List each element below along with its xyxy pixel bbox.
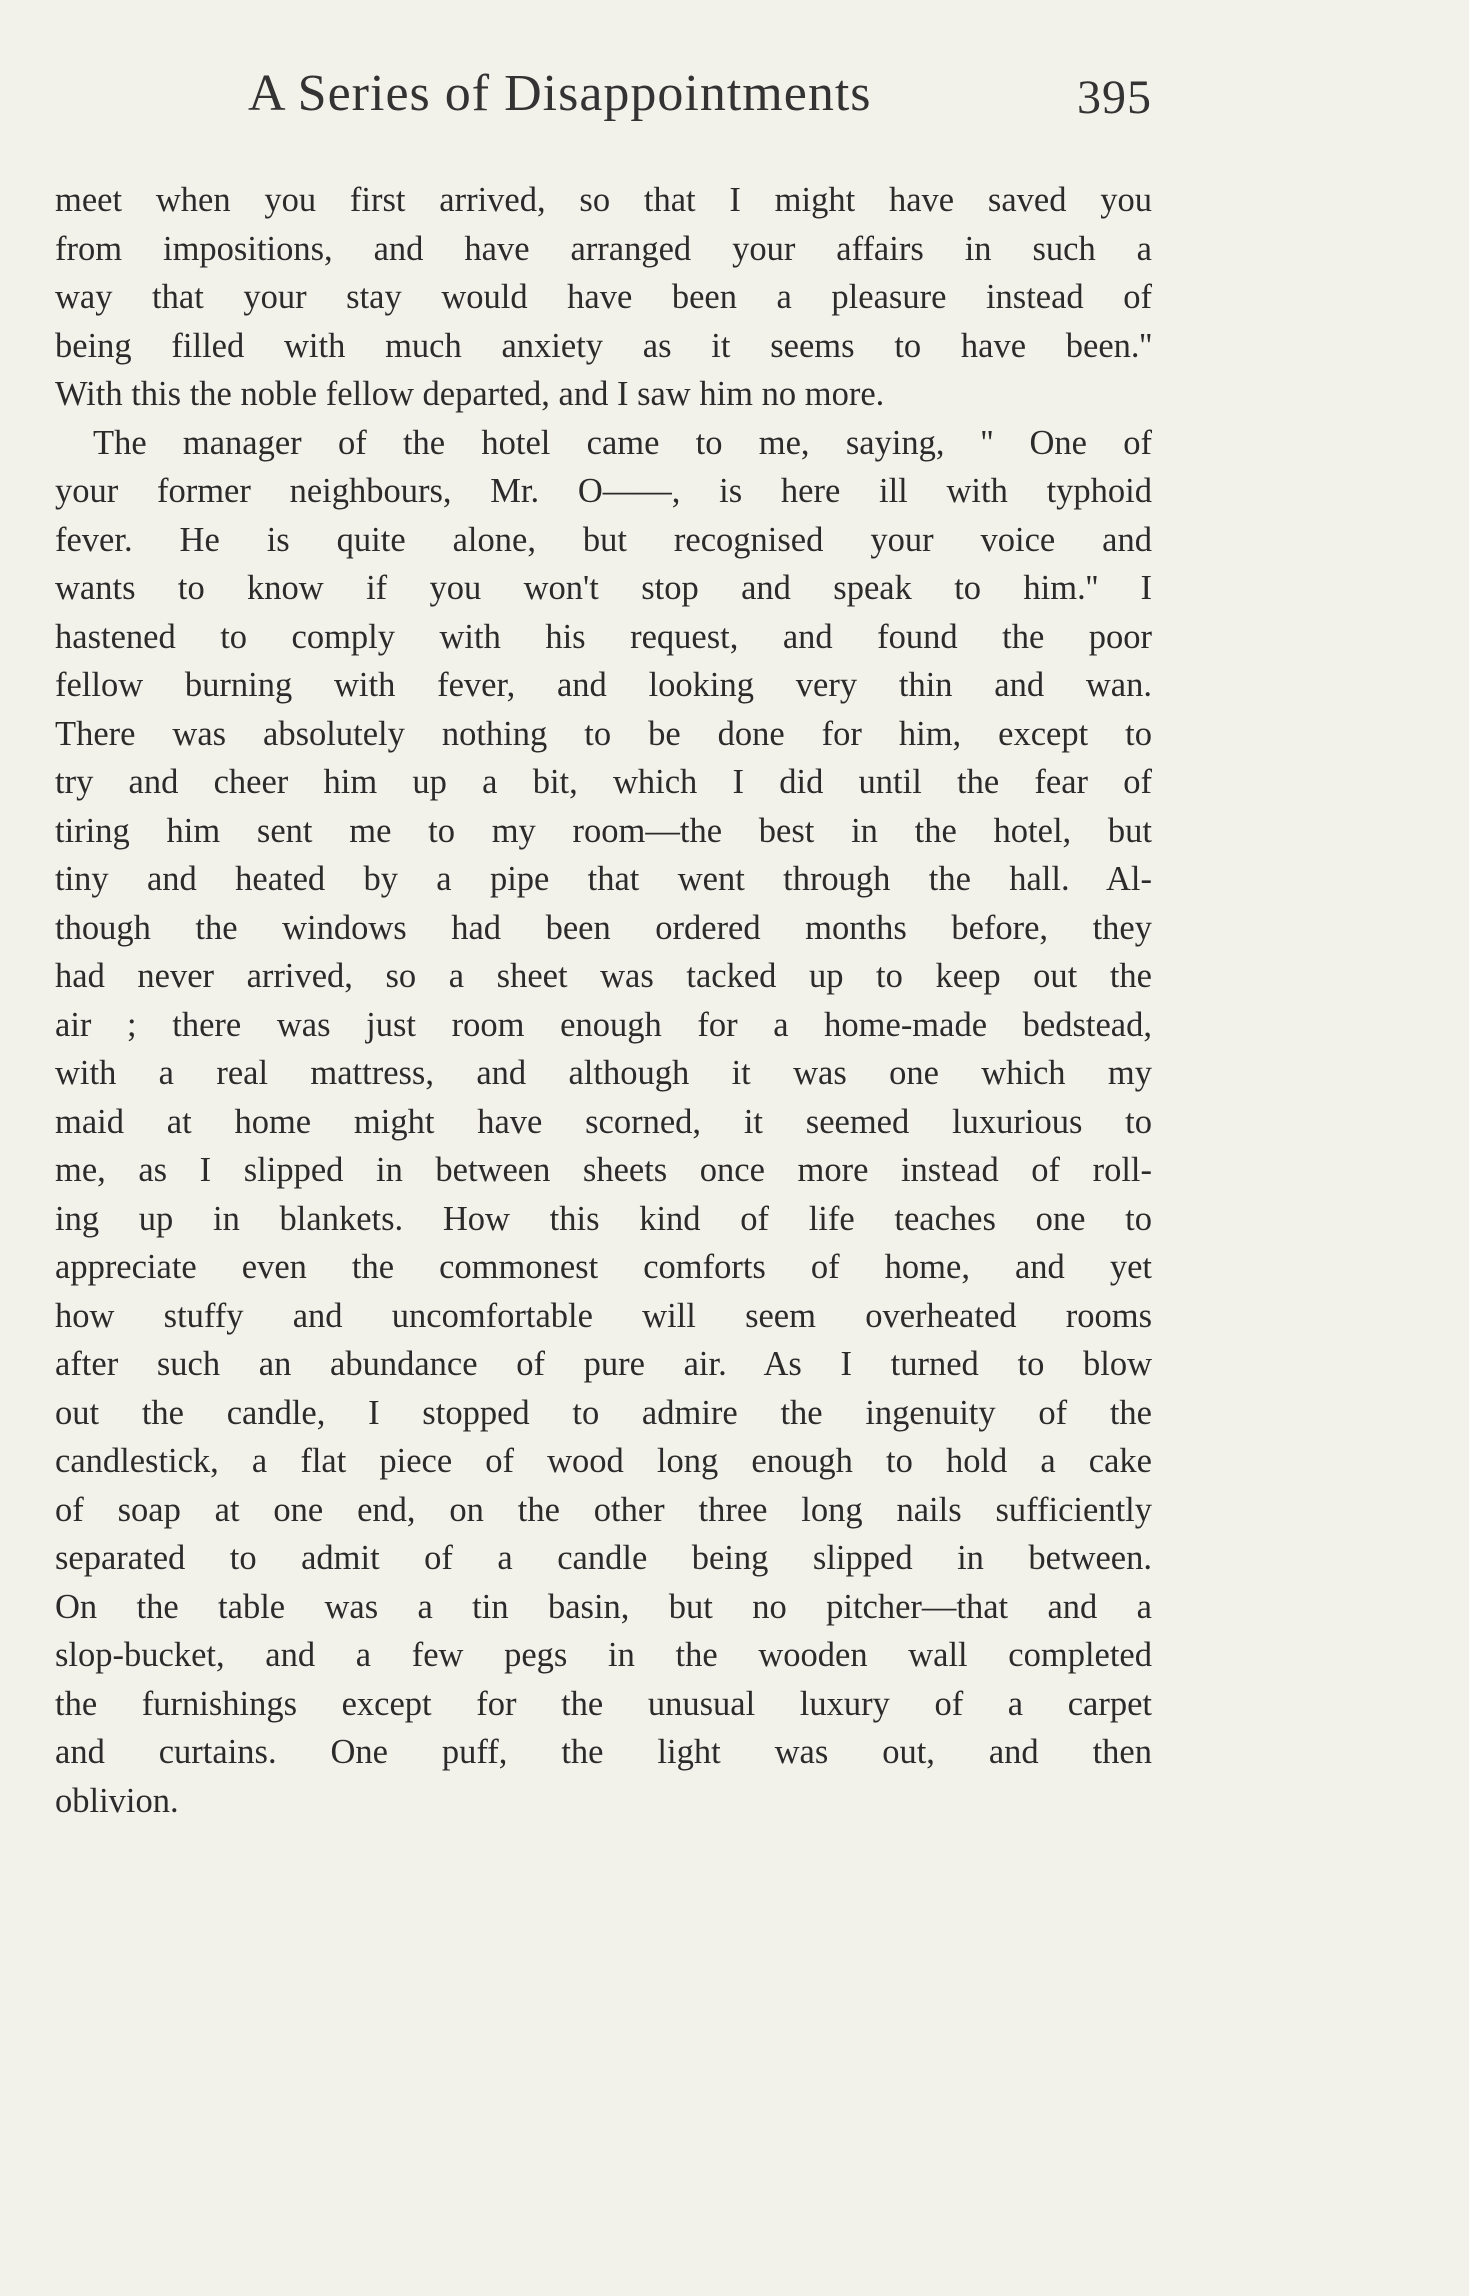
text-line: from impositions, and have arranged your affairs in such a	[55, 229, 1152, 268]
text-line: slop-bucket, and a few pegs in the wooden wall completed	[55, 1636, 1152, 1674]
text-line: and curtains. One puff, the light was out, and then	[55, 1733, 1152, 1771]
text-line: with a real mattress, and although it was one which my	[55, 1054, 1152, 1092]
text-line: though the windows had been ordered months before, they	[55, 908, 1152, 947]
text-line: candlestick, a flat piece of wood long enough to hold a cake	[55, 1442, 1152, 1480]
text-line: air ; there was just room enough for a home-made bedstead,	[55, 1005, 1152, 1044]
text-line: being filled with much anxiety as it seems to have been.''	[55, 326, 1152, 365]
text-line: tiny and heated by a pipe that went through the hall. Al-	[55, 860, 1152, 898]
text-line: tiring him sent me to my room—the best in the hotel, but	[55, 811, 1152, 850]
text-line: maid at home might have scorned, it seemed luxurious to	[55, 1102, 1152, 1141]
running-title: A Series of Disappointments	[248, 65, 872, 122]
text-line: With this the noble fellow departed, and I saw him no more.	[55, 375, 885, 413]
text-line: hastened to comply with his request, and found the poor	[55, 617, 1152, 656]
text-line: appreciate even the commonest comforts of home, and yet	[55, 1248, 1152, 1286]
text-line: had never arrived, so a sheet was tacked up to keep out the	[55, 957, 1152, 995]
text-line: fellow burning with fever, and looking very thin and wan.	[55, 666, 1152, 704]
text-line: On the table was a tin basin, but no pitcher—that and a	[55, 1587, 1152, 1626]
page-number: 395	[1077, 71, 1152, 124]
text-line: There was absolutely nothing to be done for him, except to	[55, 714, 1152, 753]
text-line: after such an abundance of pure air. As I turned to blow	[55, 1345, 1152, 1383]
text-line: out the candle, I stopped to admire the ingenuity of the	[55, 1393, 1152, 1432]
text-line: separated to admit of a candle being slipped in between.	[55, 1539, 1152, 1577]
text-line: The manager of the hotel came to me, saying, '' One of	[93, 423, 1152, 462]
text-line: how stuffy and uncomfortable will seem overheated rooms	[55, 1296, 1152, 1335]
running-head	[248, 64, 1152, 134]
text-line: meet when you first arrived, so that I might have saved you	[55, 181, 1152, 219]
text-line: way that your stay would have been a pleasure instead of	[55, 278, 1152, 316]
text-line: the furnishings except for the unusual luxury of a carpet	[55, 1684, 1152, 1723]
text-line: oblivion.	[55, 1781, 179, 1820]
text-line: try and cheer him up a bit, which I did until the fear of	[55, 763, 1152, 801]
text-line: fever. He is quite alone, but recognised your voice and	[55, 520, 1152, 559]
text-line: wants to know if you won't stop and speak to him.'' I	[55, 569, 1152, 607]
text-line: your former neighbours, Mr. O——, is here ill with typhoid	[55, 472, 1152, 510]
text-line: ing up in blankets. How this kind of life teaches one to	[55, 1199, 1152, 1238]
text-line: of soap at one end, on the other three long nails sufficiently	[55, 1490, 1152, 1529]
text-line: me, as I slipped in between sheets once more instead of roll-	[55, 1151, 1152, 1189]
body-text	[55, 176, 1152, 1825]
